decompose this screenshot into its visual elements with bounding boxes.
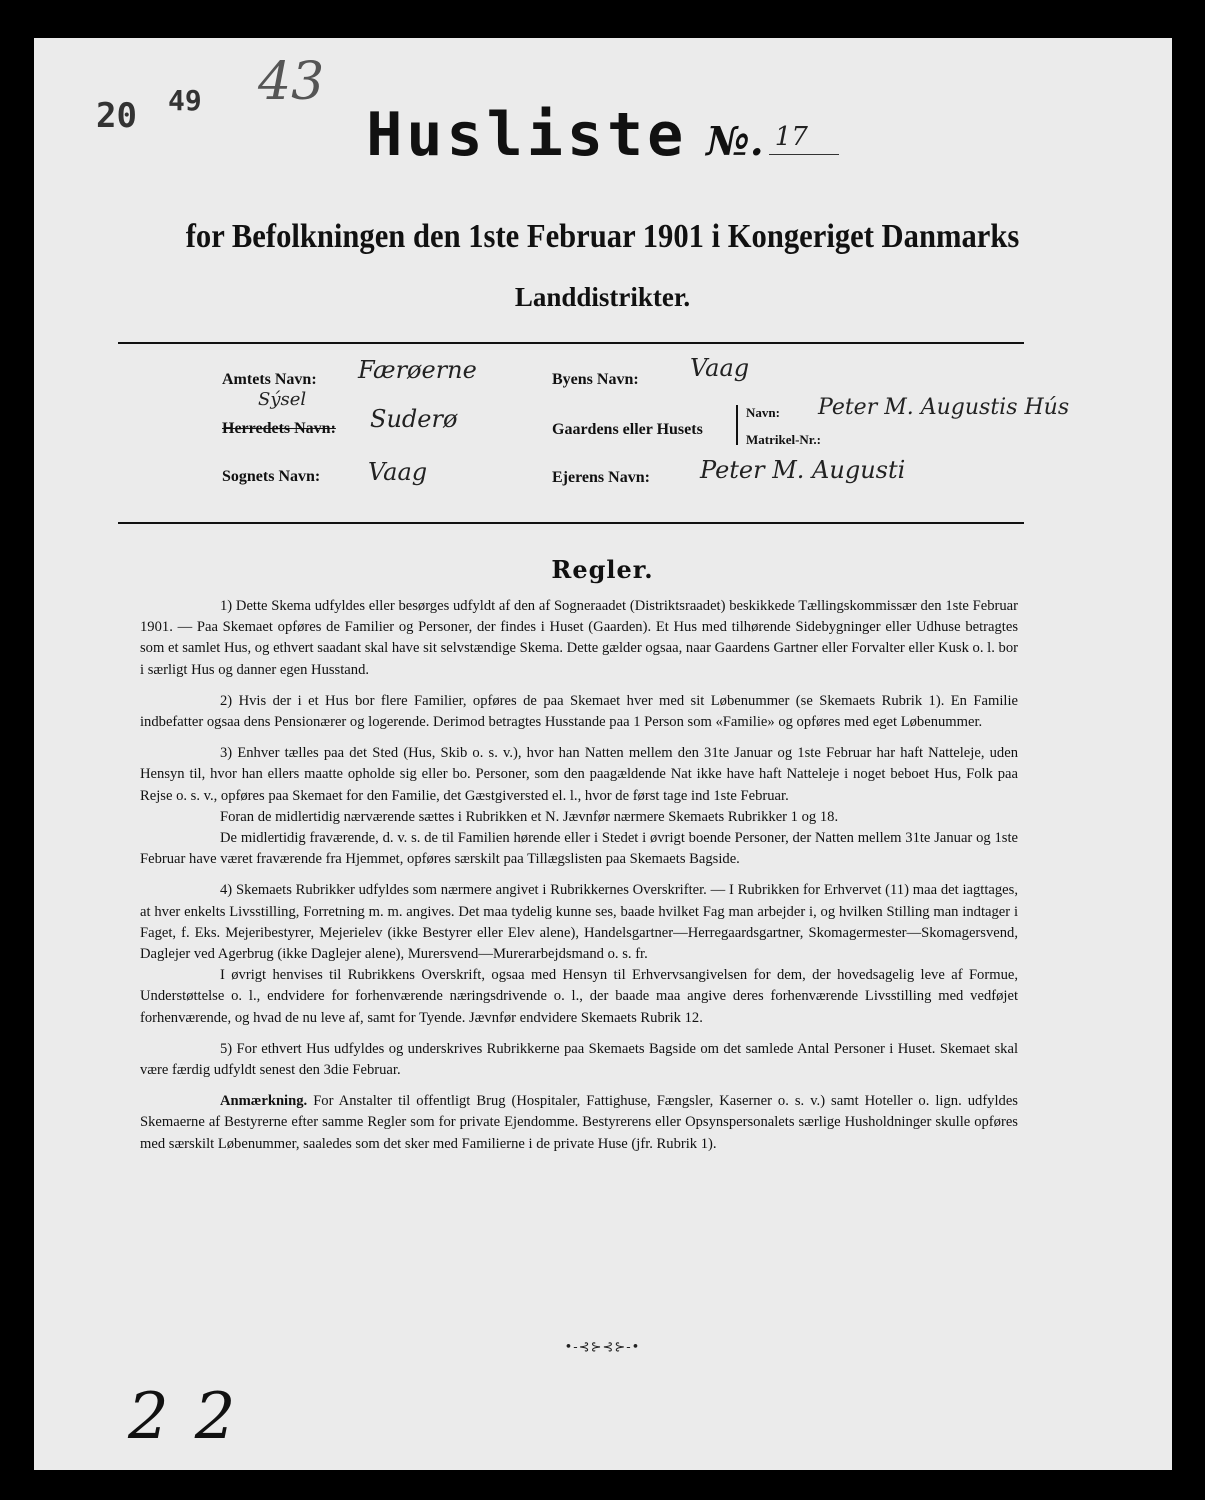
bottom-divider: [118, 522, 1024, 524]
top-divider: [118, 342, 1024, 344]
rule-5: 5) For ethvert Hus udfyldes og underskrives Rubrikkerne paa Skemaets Bagside om det samlede Antal Personer i Huset. Skemaet skal være færdig udfyldt senest den 3die Februar.: [140, 1040, 1018, 1079]
archive-number-3: 43: [258, 52, 325, 112]
note-label: Anmærkning.: [220, 1093, 308, 1110]
herred-label: Herredets Navn:: [222, 420, 336, 437]
ornament: •-⊰⊱⊰⊱-•: [564, 1340, 641, 1355]
note-text: For Anstalter til offentligt Brug (Hospitaler, Fattighuse, Fængsler, Kaserner o. s. v.) samt Hoteller o. lign. udfyldes Skemaerne af Bestyrerne efter samme Regler som for private Ejendomme. Bestyrerens eller Opsynspersonalets særlige Husholdninger skulle opføres med særskilt Løbenummer, saaledes som det sker med Familierne i de private Huse (jfr. Rubrik 1).: [140, 1093, 1018, 1152]
rule-3c: De midlertidig fraværende, d. v. s. de til Familien hørende eller i Stedet i øvrigt boende Personer, der Natten mellem 31te Januar og 1ste Februar have været fraværende fra Hjemmet, opføres særskilt paa Tillægslisten paa Skemaets Bagside.: [140, 830, 1018, 868]
gaard-label: Gaardens eller Husets: [552, 421, 703, 438]
amt-value: Færøerne: [358, 356, 477, 384]
sogn-value: Vaag: [368, 458, 428, 486]
herred-value: Suderø: [370, 405, 458, 433]
form-title: Husliste: [366, 100, 688, 170]
number-label: №.: [706, 118, 764, 165]
rules-body: [140, 596, 1018, 1165]
rule-3: 3) Enhver tælles paa det Sted (Hus, Skib o. s. v.), hvor han Natten mellem den 31te Januar og 1ste Februar har haft Natteleje, uden Hensyn til, hvor han ellers maatte opholde sig eller bo. Personer, som den paagældende Nat ikke have haft Natteleje i noget beboet Hus, Folk paa Rejse o. s. v., opføres paa Skemaet for den Familie, det Gæstgiversted el. l., hvor de først tage ind 1ste Februar.: [140, 745, 1018, 804]
rule-1: 1) Dette Skema udfyldes eller besørges udfyldt af den af Sogneraadet (Distriktsraadet) beskikkede Tællingskommissær den 1ste Februar 1901. — Paa Skemaet opføres de Familier og Personer, der findes i Huset (Gaarden). Et Hus med tilhørende Sidebygninger eller Udhuse betragtes som et samlet Hus, og ethvert saadant skal have sit selvstændige Skema. Dette gælder ogsaa, naar Gaardens Gartner eller Forvalter eller Kusk o. l. bor i særligt Hus og danner egen Husstand.: [140, 598, 1018, 678]
title-row: [0, 100, 1205, 170]
amt-label: Amtets Navn:: [222, 371, 317, 388]
note: [140, 1091, 1018, 1155]
number-value: 17: [774, 122, 808, 152]
brace: [736, 405, 746, 445]
rule-3b: Foran de midlertidig nærværende sættes i Rubrikken et N. Jævnfør nærmere Skemaets Rubrikker 1 og 18.: [220, 808, 839, 825]
navn-value: Peter M. Augustis Hús: [818, 395, 1070, 420]
rule-4b: I øvrigt henvises til Rubrikkens Overskrift, ogsaa med Hensyn til Erhvervsangivelsen for dem, der hovedsagelig leve af Formue, Understøttelse o. l., endvidere for forhenværende næringsdrivende o. l., der baade maa angive deres forhenværende Livsstilling med vedføjet forhenværende, og hvad de nu leve af, samt for Tyende. Jævnfør endvidere Skemaets Rubrik 12.: [140, 967, 1018, 1026]
ejer-label: Ejerens Navn:: [552, 469, 650, 486]
form-subtitle: for Befolkningen den 1ste Februar 1901 i Kongeriget Danmarks: [185, 218, 1020, 255]
page-number: 22: [128, 1380, 262, 1454]
herred-correction: Sýsel: [258, 389, 307, 410]
archive-number-2: 49: [168, 84, 202, 117]
ejer-value: Peter M. Augusti: [700, 456, 906, 484]
navn-label: Navn:: [746, 405, 780, 420]
rule-2: 2) Hvis der i et Hus bor flere Familier, opføres de paa Skemaet hver med sit Løbenummer (se Skemaets Rubrik 1). En Familie indbefatter ogsaa dens Pensionærer og logerende. Derimod betragtes Husstande paa 1 Person som «Familie» og opføres med eget Løbenummer.: [140, 692, 1018, 731]
number-field: [769, 124, 839, 155]
archive-number-1: 20: [96, 96, 137, 136]
rules-heading: Regler.: [551, 555, 654, 584]
by-label: Byens Navn:: [552, 371, 639, 388]
district-type: Landdistrikter.: [514, 282, 691, 312]
matrikel-label: Matrikel-Nr.:: [746, 432, 821, 447]
by-value: Vaag: [690, 354, 750, 382]
sogn-label: Sognets Navn:: [222, 468, 321, 485]
rule-4: 4) Skemaets Rubrikker udfyldes som nærmere angivet i Rubrikkernes Overskrifter. — I Rubrikken for Erhvervet (11) maa det iagttages, at hver enkelts Livsstilling, Forretning m. m. angives. Det maa tydelig kunne ses, baade hvilket Fag man arbejder i, og hvilken Stilling man indtager i Faget, f. Eks. Mejeribestyrer, Mejerielev (ikke Bestyrer eller Elev alene), Handelsgartner—Herregaardsgartner, Skomagermester—Skomagersvend, Daglejer ved Agerbrug (ikke Daglejer alene), Murersvend—Murerarbejdsmand o. s. fr.: [140, 882, 1018, 963]
